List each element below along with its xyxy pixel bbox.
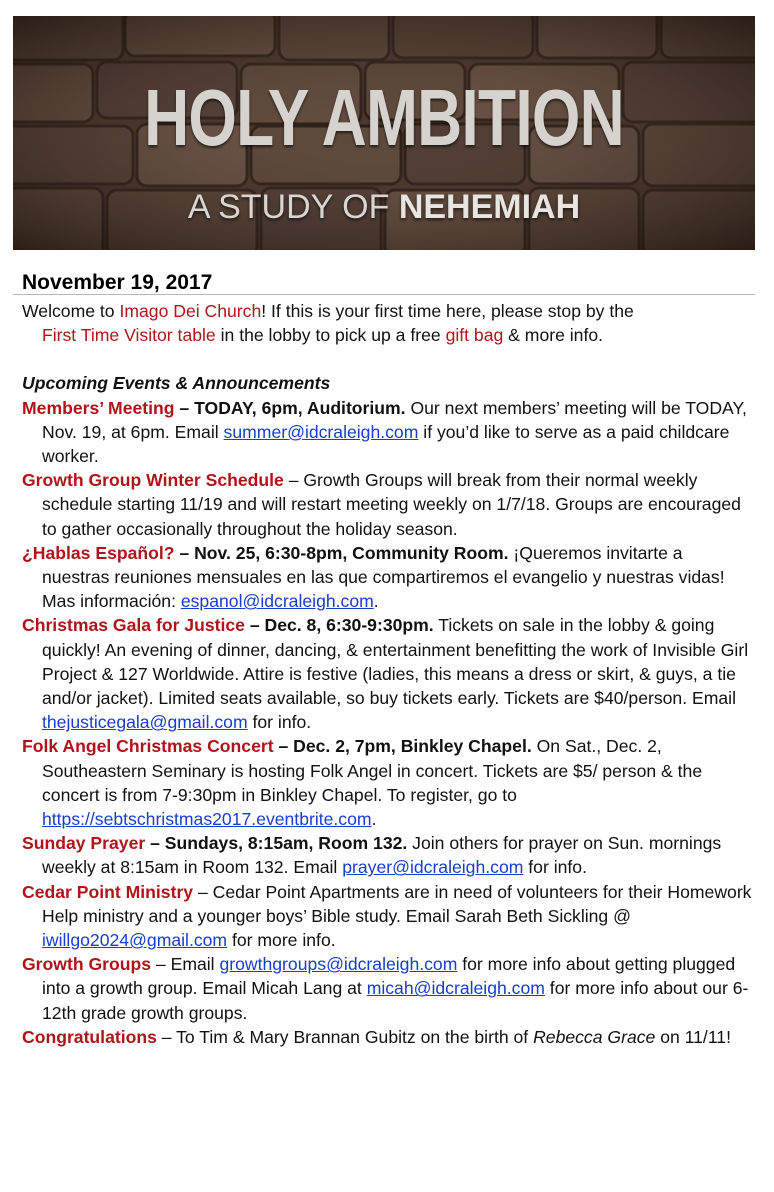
gift-bag-text: gift bag xyxy=(445,325,504,346)
event-title: Folk Angel Christmas Concert xyxy=(22,736,274,757)
email-link[interactable]: iwillgo2024@gmail.com xyxy=(42,930,228,951)
church-name: Imago Dei Church xyxy=(119,301,262,321)
header-banner xyxy=(13,16,755,250)
email-link[interactable]: thejusticegala@gmail.com xyxy=(42,712,248,733)
banner-title: HOLY AMBITION xyxy=(144,73,624,162)
event-hablas-espanol: ¿Hablas Español? – Nov. 25, 6:30-8pm, Community Room. ¡Queremos invitarte a nuestras reuniones mensuales en las que compartiremos el evangelio y nuestras vidas! Mas información: espanol@idcraleigh.com. xyxy=(22,542,725,612)
email-link[interactable]: growthgroups@idcraleigh.com xyxy=(219,954,458,975)
registration-link[interactable]: https://sebtschristmas2017.eventbrite.com xyxy=(42,809,372,830)
section-heading: Upcoming Events & Announcements xyxy=(22,373,331,394)
email-link-micah[interactable]: micah@idcraleigh.com xyxy=(366,978,545,999)
event-details: Sundays, 8:15am, Room 132. xyxy=(164,833,408,854)
email-link[interactable]: prayer@idcraleigh.com xyxy=(342,857,524,878)
event-details: Dec. 2, 7pm, Binkley Chapel. xyxy=(293,736,532,757)
banner-subtitle: A STUDY OF NEHEMIAH xyxy=(187,188,581,226)
divider xyxy=(13,294,755,295)
event-growth-groups: Growth Groups – Email growthgroups@idcraleigh.com for more info about getting plugged into a growth group. Email Micah Lang at micah@idcraleigh.com for more info about our 6-12th grade growth groups. xyxy=(22,954,749,1023)
event-details: Nov. 25, 6:30-8pm, Community Room. xyxy=(194,542,509,563)
event-title: Growth Groups xyxy=(22,954,152,975)
event-folk-angel-concert: Folk Angel Christmas Concert – Dec. 2, 7pm, Binkley Chapel. On Sat., Dec. 2, Southeastern Seminary is hosting Folk Angel in concert. Tickets are $5/ person & the concert is from 7-9:30pm in Binkley Chapel. To register, go to https://sebtschristmas2017.eventbrite.com. xyxy=(22,736,703,830)
event-details: Dec. 8, 6:30-9:30pm. xyxy=(264,615,434,636)
event-cedar-point-ministry: Cedar Point Ministry – Cedar Point Apartments are in need of volunteers for their Homework Help ministry and a younger boys’ Bible study. Email Sarah Beth Sickling @ iwillgo2024@gmail.com for more info. xyxy=(22,881,752,951)
event-title: Cedar Point Ministry xyxy=(22,881,194,902)
bulletin-content xyxy=(22,299,752,1049)
baby-name: Rebecca Grace xyxy=(533,1026,656,1047)
event-title: Members’ Meeting xyxy=(22,397,175,418)
bulletin-date: November 19, 2017 xyxy=(22,271,213,294)
welcome-paragraph: Welcome to Imago Dei Church! If this is your first time here, please stop by the First Time Visitor table in the lobby to pick up a free gift bag & more info. xyxy=(22,301,634,346)
event-title: Sunday Prayer xyxy=(22,833,146,854)
email-link[interactable]: summer@idcraleigh.com xyxy=(223,421,419,442)
email-link[interactable]: espanol@idcraleigh.com xyxy=(180,591,374,612)
event-members-meeting: Members’ Meeting – TODAY, 6pm, Auditorium. Our next members’ meeting will be TODAY, Nov. 19, at 6pm. Email summer@idcraleigh.com if you’d like to serve as a paid childcare worker. xyxy=(22,397,747,467)
event-sunday-prayer: Sunday Prayer – Sundays, 8:15am, Room 132. Join others for prayer on Sun. mornings weekly at 8:15am in Room 132. Email prayer@idcraleigh.com for info. xyxy=(22,833,722,878)
event-title: ¿Hablas Español? xyxy=(22,542,175,563)
event-details: TODAY, 6pm, Auditorium. xyxy=(194,397,406,418)
visitor-table-text: First Time Visitor table xyxy=(42,325,216,346)
event-title: Congratulations xyxy=(22,1026,157,1047)
event-christmas-gala: Christmas Gala for Justice – Dec. 8, 6:30-9:30pm. Tickets on sale in the lobby & going quickly! An evening of dinner, dancing, & entertainment benefitting the work of Invisible Girl Project & 127 Worldwide. Attire is festive (ladies, this means a dress or skirt, & guys, a tie and/or jacket). Limited seats available, so buy tickets early. Tickets are $40/person. Email thejusticegala@gmail.com for info. xyxy=(22,615,749,733)
event-growth-group-schedule: Growth Group Winter Schedule – Growth Groups will break from their normal weekly schedule starting 11/19 and will restart meeting weekly on 1/7/18. Groups are encouraged to gather occasionally throughout the holiday season. xyxy=(22,470,741,539)
event-title: Christmas Gala for Justice xyxy=(22,615,245,636)
event-title: Growth Group Winter Schedule xyxy=(22,470,284,491)
event-congratulations: Congratulations – To Tim & Mary Brannan Gubitz on the birth of Rebecca Grace on 11/11! xyxy=(22,1026,731,1047)
